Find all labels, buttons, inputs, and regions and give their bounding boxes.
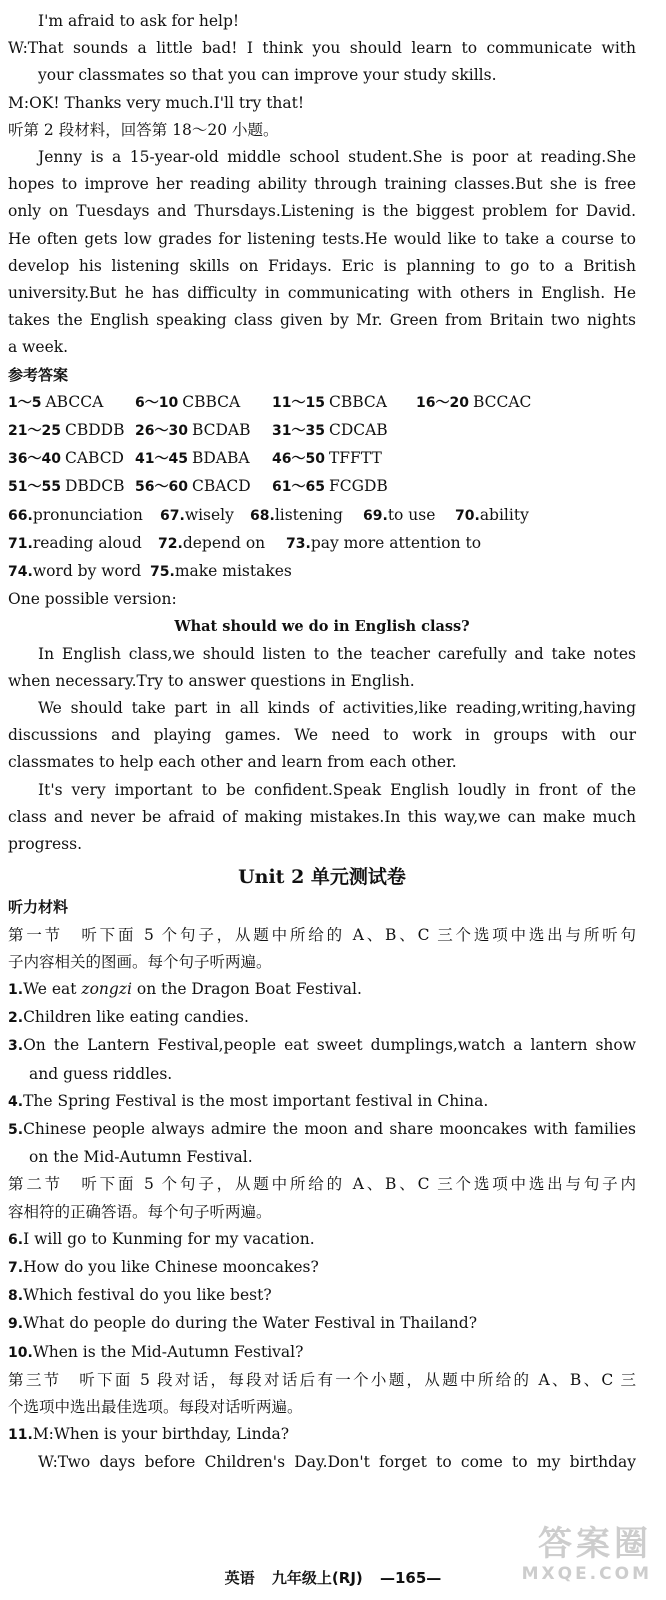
- word-answer-row: [8, 502, 636, 530]
- word-answer: 71.reading aloud: [8, 533, 142, 552]
- answer-cell: 16～20 BCCAC: [416, 392, 532, 411]
- word-answer: 73.pay more attention to: [286, 533, 482, 552]
- passage-line: only on Tuesdays and Thursdays.Listening is the biggest problem for David.: [8, 202, 636, 221]
- essay-title: What should we do in English class?: [174, 618, 470, 636]
- section3-instruction: 第三节 听下面 5 段对话，每段对话后有一个小题，从题中所给的 A、B、C 三: [8, 1370, 636, 1389]
- footer-page-number: —165—: [380, 1569, 442, 1587]
- section3-instruction: 个选项中选出最佳选项。每段对话听两遍。: [8, 1397, 303, 1416]
- section2-instruction: 第二节 听下面 5 个句子，从题中所给的 A、B、C 三个选项中选出与句子内: [8, 1175, 636, 1194]
- answer-cell: 31～35 CDCAB: [272, 421, 388, 440]
- essay-line: discussions and playing games. We need to work in groups with our: [8, 726, 636, 745]
- essay-line: class and never be afraid of making mistakes.In this way,we can make much: [8, 807, 636, 826]
- document-page: [8, 8, 636, 1477]
- passage-line: Jenny is a 15-year-old middle school student.She is poor at reading.She: [38, 148, 636, 167]
- passage-line: He often gets low grades for listening tests.He would like to take a course to: [8, 229, 636, 248]
- answer-row: [8, 445, 636, 473]
- word-answer: 74.word by word: [8, 562, 142, 581]
- essay-line: It's very important to be confident.Speak English loudly in front of the: [38, 780, 636, 799]
- word-answer: 67.wisely: [160, 505, 234, 524]
- sentence-item: 9.What do people do during the Water Festival in Thailand?: [8, 1314, 478, 1333]
- sentence-item: 7.How do you like Chinese mooncakes?: [8, 1257, 319, 1276]
- question-11: 11.M:When is your birthday, Linda?: [8, 1425, 290, 1444]
- word-answer: 68.listening: [250, 505, 343, 524]
- answer-cell: 11～15 CBBCA: [272, 392, 387, 411]
- passage-line: a week.: [8, 338, 69, 357]
- dialogue-line: I'm afraid to ask for help!: [38, 12, 240, 30]
- footer-grade: 九年级上(RJ): [271, 1569, 363, 1587]
- dialogue-line: W:Two days before Children's Day.Don't forget to come to my birthday: [38, 1453, 636, 1472]
- answer-cell: 46～50 TFFTT: [272, 449, 382, 468]
- word-answer: 75.make mistakes: [150, 562, 292, 581]
- word-answer: 66.pronunciation: [8, 505, 143, 524]
- answer-row: [8, 389, 636, 417]
- answer-cell: 1～5 ABCCA: [8, 392, 104, 411]
- watermark-logo: 答案圈 MXQE.COM: [521, 1524, 652, 1584]
- dialogue-line: W:That sounds a little bad! I think you should learn to communicate with: [8, 39, 636, 58]
- answer-cell: 61～65 FCGDB: [272, 477, 388, 496]
- answer-heading: 参考答案: [8, 365, 69, 384]
- section-instruction: 听第 2 段材料，回答第 18～20 小题。: [8, 120, 279, 139]
- essay-intro: One possible version:: [8, 590, 177, 609]
- essay-line: progress.: [8, 835, 83, 854]
- answer-row: [8, 417, 636, 445]
- sentence-item: 3.On the Lantern Festival,people eat sweet dumplings,watch a lantern show: [8, 1036, 636, 1055]
- sentence-item: 2.Children like eating candies.: [8, 1008, 249, 1027]
- sentence-item: 1.We eat zongzi on the Dragon Boat Festival.: [8, 979, 362, 998]
- sentence-item: 4.The Spring Festival is the most important festival in China.: [8, 1091, 489, 1110]
- section2-instruction: 容相符的正确答语。每个句子听两遍。: [8, 1202, 272, 1221]
- answer-cell: 26～30 BCDAB: [135, 421, 251, 440]
- essay-line: when necessary.Try to answer questions in English.: [8, 671, 415, 690]
- sentence-item: 8.Which festival do you like best?: [8, 1286, 272, 1305]
- dialogue-line: your classmates so that you can improve your study skills.: [38, 66, 497, 85]
- dialogue-line: M:OK! Thanks very much.I'll try that!: [8, 93, 305, 112]
- essay-line: In English class,we should listen to the teacher carefully and take notes: [38, 644, 636, 663]
- sentence-item: on the Mid-Autumn Festival.: [29, 1148, 253, 1167]
- answer-cell: 56～60 CBACD: [135, 477, 251, 496]
- passage-line: hopes to improve her reading ability through training classes.But she is free: [8, 175, 636, 194]
- word-answer: 72.depend on: [158, 533, 266, 552]
- word-answer-row: [8, 530, 636, 558]
- section2-items: [8, 1226, 636, 1367]
- sentence-item: 6.I will go to Kunming for my vacation.: [8, 1229, 315, 1248]
- section1-instruction: 子内容相关的图画。每个句子听两遍。: [8, 952, 272, 971]
- sentence-item: and guess riddles.: [29, 1064, 173, 1083]
- answer-cell: 51～55 DBDCB: [8, 477, 125, 496]
- passage-line: develop his listening skills on Fridays. Eric is planning to go to a British: [8, 256, 636, 275]
- listening-heading: 听力材料: [8, 898, 69, 917]
- footer-subject: 英语: [224, 1569, 255, 1587]
- answer-cell: 21～25 CBDDB: [8, 421, 125, 440]
- answer-cell: 36～40 CABCD: [8, 449, 124, 468]
- sentence-item: 5.Chinese people always admire the moon and share mooncakes with families: [8, 1119, 636, 1138]
- essay-body: [8, 641, 636, 859]
- answer-cell: 6～10 CBBCA: [135, 392, 241, 411]
- section1-items: [8, 976, 636, 1171]
- answer-cell: 41～45 BDABA: [135, 449, 250, 468]
- unit-title: Unit 2 单元测试卷: [238, 866, 406, 889]
- answer-row: [8, 473, 636, 501]
- passage-line: university.But he has difficulty in communicating with others in English. He: [8, 284, 636, 303]
- essay-line: We should take part in all kinds of activities,like reading,writing,having: [38, 699, 636, 718]
- word-answer: 70.ability: [455, 505, 529, 524]
- word-answer-row: [8, 558, 636, 586]
- section1-instruction: 第一节 听下面 5 个句子，从题中所给的 A、B、C 三个选项中选出与所听句: [8, 925, 636, 944]
- essay-line: classmates to help each other and learn from each other.: [8, 753, 457, 772]
- word-answer: 69.to use: [363, 505, 436, 524]
- sentence-item: 10.When is the Mid-Autumn Festival?: [8, 1342, 304, 1361]
- passage-line: takes the English speaking class given by Mr. Green from Britain two nights: [8, 311, 636, 330]
